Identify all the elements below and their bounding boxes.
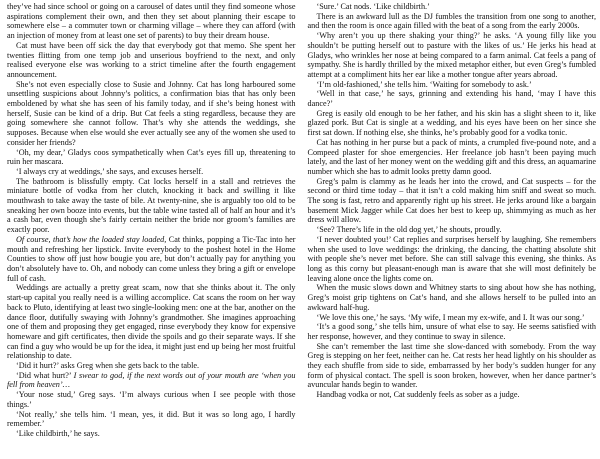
paragraph: ‘I never doubted you!’ Cat replies and surprises herself by laughing. She remembers when she used to love weddings: the drinking, the dancing, the chatting absolute shit with people she’s never met before. She can still salvage this evening, she thinks. As long as this corny but pleasant-enough man is aware that she will most definitely be leaving alone once the lights come on. <box>307 234 596 283</box>
paragraph: Greg’s palm is clammy as he leads her into the crowd, and Cat suspects – for the second or third time today – that it isn’t a cold making him sniff and sweat so much. The song is fast, retro and apparently right up his street. He jerks around like a bargain basement Mick Jagger while Cat does her best to keep up, shimmying as much as her dress will allow. <box>307 176 596 225</box>
paragraph: When the music slows down and Whitney starts to sing about how she has nothing, Greg’s moist grip tightens on Cat’s hand, and she allows herself to be pulled into an awkward half-hug. <box>307 283 596 312</box>
paragraph: The bathroom is blissfully empty. Cat locks herself in a stall and retrieves the miniature bottle of vodka from her clutch, knocking it back and swilling it like mouthwash to take away the taste of bile. At twenty-nine, she is arguably too old to be sneaking her own booze into events, but the table wine tasted all of half an hour and it’s a cash bar, even though she’s fairly certain neither the bride nor groom’s families are exactly poor. <box>7 176 296 235</box>
paragraph: ‘Why aren’t you up there shaking your thing?’ he asks. ‘A young filly like you shouldn’t be putting herself out to pasture with the likes of us.’ He jerks his head at Gladys, who wrinkles her nose at being compared to a farm animal. Cat feels a pang of sympathy. She is hardly thrilled by the mixed metaphor either, but even Greg’s fumbled attempt at a compliment hits her ear like a mother tongue after years abroad. <box>307 31 596 79</box>
paragraph: ‘I always cry at weddings,’ she says, and excuses herself. <box>16 166 204 176</box>
paragraph: ‘Did what hurt?’ I swear to god, if the next words out of your mouth are ‘when you fell from heaven’… <box>7 370 296 390</box>
paragraph: Of course, that’s how the loaded stay loaded, Cat thinks, popping a Tic-Tac into her mouth and refreshing her lipstick. Invite everybody to the poshest hotel in the Home Counties to show off just how bougie you are, but don’t actually pay for anything you don’t absolutely have to. Oh, and nobody can come unless they bring a gift or envelope full of cash. <box>7 234 296 283</box>
paragraph: Weddings are actually a pretty great scam, now that she thinks about it. The only start-up capital you really need is a willing accomplice. Cat scans the room on her way back to Pluto, identifying at least two single-looking men: one at the bar, another on the dance floor, dutifully swaying with Johnny’s grandmother. She imagines approaching one of them and proposing they get engaged, rinse everybody they know for expensive homeware and gift certificates, then divide the spoils and go their separate ways. If she can find a guy who would be up for the idea, it might just end up being her most fruitful relationship to date. <box>7 283 296 361</box>
paragraph: ‘Did it hurt?’ asks Greg when she gets back to the table. <box>16 361 200 371</box>
paragraph: ‘Like childbirth,’ he says. <box>16 428 100 438</box>
paragraph: ‘Well in that case,’ he says, grinning and extending his hand, ‘may I have this dance?’ <box>307 89 596 109</box>
left-column <box>7 2 296 459</box>
paragraph: ‘It’s a good song,’ she tells him, unsure of what else to say. He seems satisfied with her response, however, and they continue to sway in silence. <box>307 322 596 341</box>
paragraph: ‘Your nose stud,’ Greg says. ‘I’m always curious when I see people with those things.’ <box>7 390 296 409</box>
paragraph: Greg is easily old enough to be her father, and his skin has a slight sheen to it, like glazed pork. But Cat is single at a wedding, and his eyes have been on her since she first sat down. If nothing else, she thinks, he’s probably good for a vodka tonic. <box>307 108 596 138</box>
paragraph: ‘Not really,’ she tells him. ‘I mean, yes, it did. But it was so long ago, I hardly remember.’ <box>7 409 296 429</box>
paragraph: ‘See? There’s life in the old dog yet,’ he shouts, proudly. <box>316 225 502 235</box>
paragraph: ‘Oh, my dear,’ Gladys coos sympathetically when Cat’s eyes fill up, threatening to ruin her mascara. <box>7 147 296 167</box>
italic-thought: I swear to god, if the next words out of your mouth are ‘when you fell from heaven’… <box>7 370 296 390</box>
paragraph: There is an awkward lull as the DJ fumbles the transition from one song to another, and then the room is once again filled with the beat of a song from the early 2000s. <box>307 11 596 31</box>
paragraph: ‘I’m old-fashioned,’ she tells him. ‘Waiting for somebody to ask.’ <box>316 79 532 89</box>
paragraph: ‘We love this one,’ he says. ‘My wife, I mean my ex-wife, and I. It was our song.’ <box>316 312 585 322</box>
paragraph: ‘Sure.’ Cat nods. ‘Like childbirth.’ <box>316 2 430 11</box>
paragraph: Handbag vodka or not, Cat suddenly feels as sober as a judge. <box>316 390 520 400</box>
italic-thought: Of course, that’s how the loaded stay loaded, <box>16 234 167 244</box>
right-column <box>308 2 597 459</box>
paragraph: She’s not even especially close to Susie and Johnny. Cat has long harboured some unsettling suspicions about Johnny’s politics, a confirmation bias that has only been emboldened by what she has seen of his family today, and if she’s being honest with herself, Susie can be kind of a drip. But Cat feels a sting regardless, because they are going somewhere she cannot follow. That’s why she attends the weddings, she supposes. Because when else would she ever actually see any of the women she used to consider her friends? <box>7 79 296 147</box>
paragraph: Cat must have been off sick the day that everybody got that memo. She spent her twenties flitting from one temp job and unserious boyfriend to the next, and only realised everyone else was working to a strict timeline after the fourth engagement announcement. <box>7 40 296 79</box>
paragraph: they’ve had since school or going on a carousel of dates until they find someone whose aspirations complement their own, and then they set about planning their escape to somewhere else – a commuter town or charming village – where they can afford (with an injection of money from at least one set of parents) to buy their dream house. <box>7 2 296 41</box>
paragraph: Cat has nothing in her purse but a pack of mints, a crumpled five-pound note, and a Compeed plaster for shoe emergencies. Her freelance job hasn’t been paying much lately, and the last of her money went on the wedding gift and this dress, an aquamarine number which she has to admit looks pretty damn good. <box>307 137 596 176</box>
paragraph: She can’t remember the last time she slow-danced with somebody. From the way Greg is stepping on her feet, neither can he. Cat rests her head lightly on his shoulder as they each shuffle from side to side, embarrassed by her body’s sudden hunger for any form of physical contact. The spell is soon broken, however, when her dance partner’s avuncular hands begin to wander. <box>307 341 596 390</box>
